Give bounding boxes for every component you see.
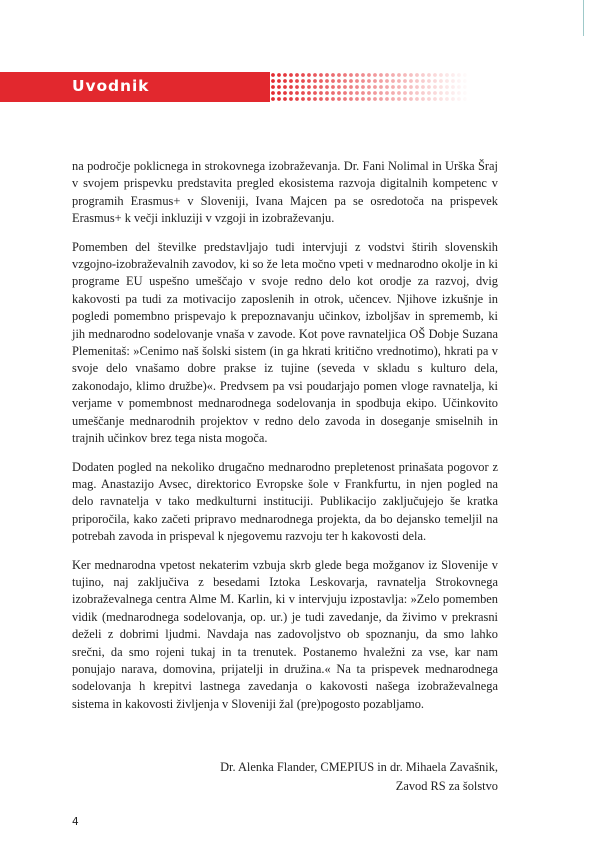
paragraph: na področje poklicnega in strokovnega izobraževanja. Dr. Fani Nolimal in Urška Šraj v svojem prispevku predstavita pregled ekosistema razvoja digitalnih kompetenc v programih Erasmus+ v Sloveniji, Ivana Majcen pa se osredotoča na prispevek Erasmus+ k večji inkluziji v vzgoji in izobraževanju. <box>72 159 498 226</box>
signature-line-institution: Zavod RS za šolstvo <box>395 779 498 793</box>
paragraph: Pomemben del številke predstavljajo tudi intervjuji z vodstvi štirih slovenskih vzgojno-izobraževalnih zavodov, ki so že leta močno vpeti v mednarodno okolje in ki programe EU uspešno umeščajo v svoje redno delo kot orodje za razvoj, dvig kakovosti pa tudi za motivacijo zaposlenih in otrok, učencev. Njihove izkušnje in pogledi pomembno prispevajo k prepoznavanju učinkov, izboljšav in sprememb, ki jih mednarodno sodelovanje vnaša v zavode. Kot pove ravnateljica OŠ Dobje Suzana Plemenitaš: »Cenimo naš šolski sistem (in ga hkrati kritično vrednotimo), hkrati pa v svoje delo vnašamo dobre prakse iz tujine (seveda v skladu s kulturo dela, zakonodajo, klimo družbe)«. Predvsem pa vsi poudarjajo pomen vloge ravnatelja, ki verjame v pomembnost mednarodnega sodelovanja in spodbuja ekipo. Učinkovito umeščanje mednarodnih projektov v redno delo zavoda in doseganje smiselnih in trajnih učinkov brez tega nista mogoča. <box>72 239 498 446</box>
corner-divider <box>583 0 584 36</box>
paragraph: Ker mednarodna vpetost nekaterim vzbuja skrb glede bega možganov iz Slovenije v tujino, naj zaključiva z besedami Iztoka Leskovarja, ravnatelja Strokovnega izobraževalnega centra Alme M. Karlin, ki v intervjuju izpostavlja: »Zelo pomemben vidik (mednarodnega sodelovanja, op. ur.) je tudi zavedanje, da živimo v prekrasni deželi z dobrimi ljudmi. Navdaja nas zadovoljstvo ob spoznanju, da smo lahko srečni, da smo rojeni tukaj in ta trenutek. Postanemo hvaležni za vse, kar nam ponujajo narava, domovina, prijatelji in družina.« Na ta prispevek mednarodnega sodelovanja h krepitvi lastnega zavedanja o kakovosti našega izobraževalnega sistema in kakovosti življenja v Sloveniji žal (pre)pogosto pozabljamo. <box>72 557 498 711</box>
author-signature <box>150 758 498 796</box>
section-title: Uvodnik <box>72 77 150 95</box>
signature-line-authors: Dr. Alenka Flander, CMEPIUS in dr. Mihaela Zavašnik, <box>220 760 498 774</box>
page-number: 4 <box>72 816 79 828</box>
paragraph: Dodaten pogled na nekoliko drugačno mednarodno prepletenost prinašata pogovor z mag. Anastazijo Avsec, direktorico Evropske šole v Frankfurtu, in njen pogled na delo ravnatelja v tako medkulturni instituciji. Publikacijo zaključujejo še kratka priporočila, kako začeti pripravo mednarodnega projekta, da bo dejansko temeljil na potrebah zavoda in prispeval k njegovemu razvoju ter h kakovosti dela. <box>72 459 498 544</box>
article-body <box>72 158 498 724</box>
